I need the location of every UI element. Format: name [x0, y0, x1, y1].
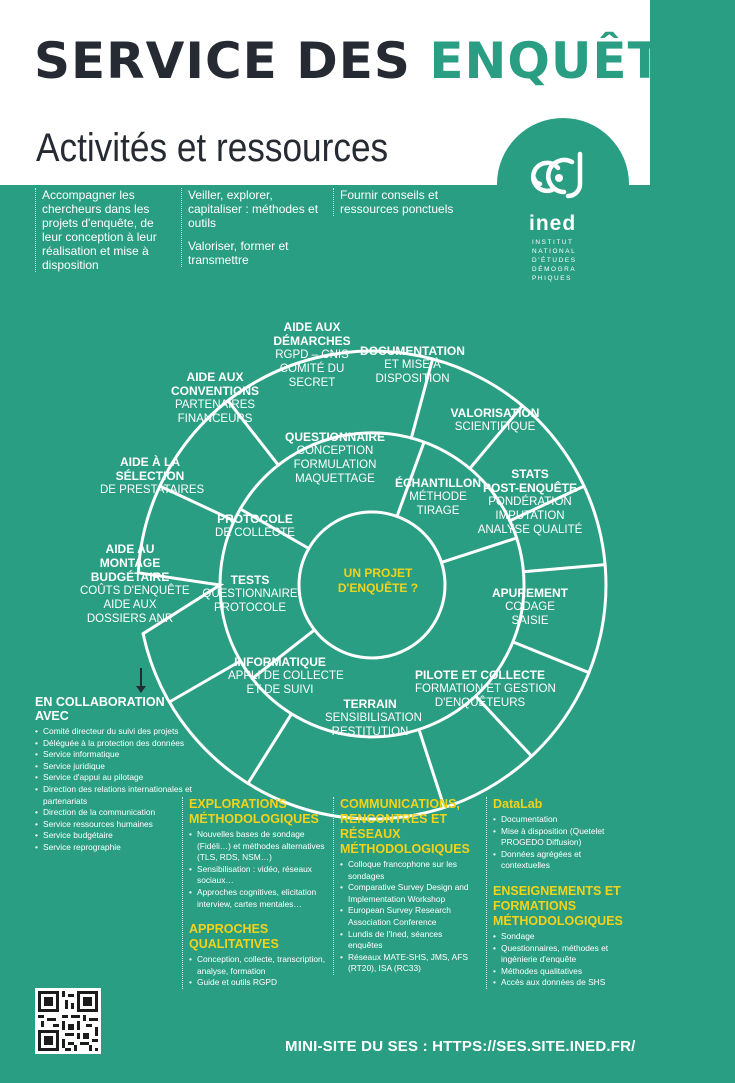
intro-column-1: Accompagner les chercheurs dans les projets d'enquête, de leur conception à leur réalisation et mise à disposition	[35, 188, 175, 272]
list-item: • Colloque francophone sur les sondages	[340, 859, 478, 882]
list-item: • Comité directeur du suivi des projets	[35, 726, 195, 738]
communications-title: COMMUNICATIONS, RENCONTRES ET RÉSEAUX MÉTHODOLOGIQUES	[340, 797, 470, 856]
collaboration-section	[35, 695, 195, 854]
list-item: • European Survey Research Association Conference	[340, 905, 478, 928]
list-item: • Guide et outils RGPD	[189, 977, 327, 989]
qr-code-icon[interactable]	[35, 988, 101, 1054]
datalab-column	[486, 797, 626, 989]
wheel-segment-documentation: DOCUMENTATION ET MISE À DISPOSITION	[360, 344, 465, 385]
list-item: • Documentation	[493, 814, 626, 826]
list-item: • Réseaux MATE-SHS, JMS, AFS (RT20), ISA (RC33)	[340, 952, 478, 975]
list-item: • Nouvelles bases de sondage (Fidéli…) et méthodes alternatives (TLS, RDS, NSM…)	[189, 829, 327, 864]
wheel-outer-divider	[523, 565, 605, 572]
list-item: • Conception, collecte, transcription, analyse, formation	[189, 954, 327, 977]
arrow-down-icon	[140, 668, 142, 690]
list-item: • Données agrégées et contextuelles	[493, 849, 626, 872]
wheel-segment-aide-selection: AIDE À LA SÉLECTION DE PRESTATAIRES	[100, 455, 205, 496]
logo-subtitle: INSTITUT NATIONAL D'ÉTUDES DÉMOGRA PHIQUES	[532, 239, 577, 282]
explorations-column	[182, 797, 327, 989]
list-item: • Approches cognitives, elicitation interview, cartes mentales…	[189, 887, 327, 910]
list-item: • Comparative Survey Design and Implementation Workshop	[340, 882, 478, 905]
list-item: • Service d'appui au pilotage	[35, 772, 195, 784]
list-item: • Service informatique	[35, 749, 195, 761]
wheel-segment-apurement: APUREMENT CODAGE SAISIE	[491, 586, 568, 627]
list-item: • Service budgétaire	[35, 830, 195, 842]
wheel-segment-stats: STATS POST-ENQUÊTE PONDÉRATION IMPUTATION ANALYSE QUALITÉ	[477, 467, 583, 536]
collaboration-title: EN COLLABORATION AVEC	[35, 695, 165, 723]
page-title: SERVICE DES ENQUÊTES	[34, 32, 735, 90]
wheel-segment-informatique: INFORMATIQUE APPLI DE COLLECTE ET DE SUIVI	[228, 655, 344, 696]
communications-column	[333, 797, 478, 975]
list-item: • Méthodes qualitatives	[493, 966, 626, 978]
wheel-segment-pilote-collecte: PILOTE ET COLLECTE FORMATION ET GESTION D'ENQUÊTEURS	[415, 668, 556, 709]
list-item: • Déléguée à la protection des données	[35, 738, 195, 750]
list-item: • Sondage	[493, 931, 626, 943]
logo-wordmark: ined	[529, 212, 577, 235]
intro-column-3: Fournir conseils et ressources ponctuels	[333, 188, 473, 216]
wheel-outer-divider	[419, 730, 444, 808]
wheel-segment-valorisation: VALORISATION SCIENTIFIQUE	[450, 406, 540, 433]
wheel-segment-terrain: TERRAIN SENSIBILISATION RESTITUTION	[325, 697, 422, 738]
list-item: • Lundis de l'Ined, séances enquêtes	[340, 929, 478, 952]
list-item: • Direction de la communication	[35, 807, 195, 819]
wheel-segment-protocole: PROTOCOLE DE COLLECTE	[215, 512, 295, 539]
wheel-segment-aide-conventions: AIDE AUX CONVENTIONS PARTENAIRES FINANCEURS	[170, 370, 259, 425]
explorations-title: EXPLORATIONS MÉTHODOLOGIQUES	[189, 797, 319, 826]
wheel-segment-aide-montage: AIDE AU MONTAGE BUDGÉTAIRE COÛTS D'ENQUÊTE AIDE AUX DOSSIERS ANR	[80, 542, 190, 625]
qualitatives-title: APPROCHES QUALITATIVES	[189, 922, 279, 952]
wheel-segment-tests: TESTS QUESTIONNAIRE PROTOCOLE	[202, 573, 298, 614]
intro-column-2: Veiller, explorer, capitaliser : méthodes et outils Valoriser, former et transmettre	[181, 188, 326, 267]
wheel-inner-divider	[441, 538, 516, 562]
collaboration-list	[35, 726, 195, 854]
list-item: • Direction des relations internationales et partenariats	[35, 784, 195, 807]
list-item: • Service juridique	[35, 761, 195, 773]
enseignements-title: ENSEIGNEMENTS ET FORMATIONS MÉTHODOLOGIQUES	[493, 883, 623, 928]
list-item: • Accès aux données de SHS	[493, 977, 626, 989]
wheel-segment-echantillon: ÉCHANTILLON MÉTHODE TIRAGE	[395, 476, 481, 517]
list-item: • Mise à disposition (Quetelet PROGEDO Diffusion)	[493, 826, 626, 849]
list-item: • Service reprographie	[35, 842, 195, 854]
datalab-title: DataLab	[493, 797, 543, 811]
page-subtitle: Activités et ressources	[36, 126, 389, 170]
wheel-segment-questionnaire: QUESTIONNAIRE CONCEPTION FORMULATION MAQUETTAGE	[284, 430, 385, 485]
wheel-segment-aide-demarches: AIDE AUX DÉMARCHES RGPD – CNIS COMITÉ DU SECRET	[273, 320, 351, 389]
wheel-outer-divider	[248, 714, 292, 784]
list-item: • Service ressources humaines	[35, 819, 195, 831]
footer-site-link[interactable]: MINI-SITE DU SES : HTTPS://SES.SITE.INED.FR/	[285, 1038, 636, 1055]
list-item: • Sensibilisation : vidéo, réseaux sociaux…	[189, 864, 327, 887]
wheel-center-label: UN PROJET D'ENQUÊTE ?	[337, 566, 419, 595]
list-item: • Questionnaires, méthodes et ingénierie d'enquête	[493, 943, 626, 966]
